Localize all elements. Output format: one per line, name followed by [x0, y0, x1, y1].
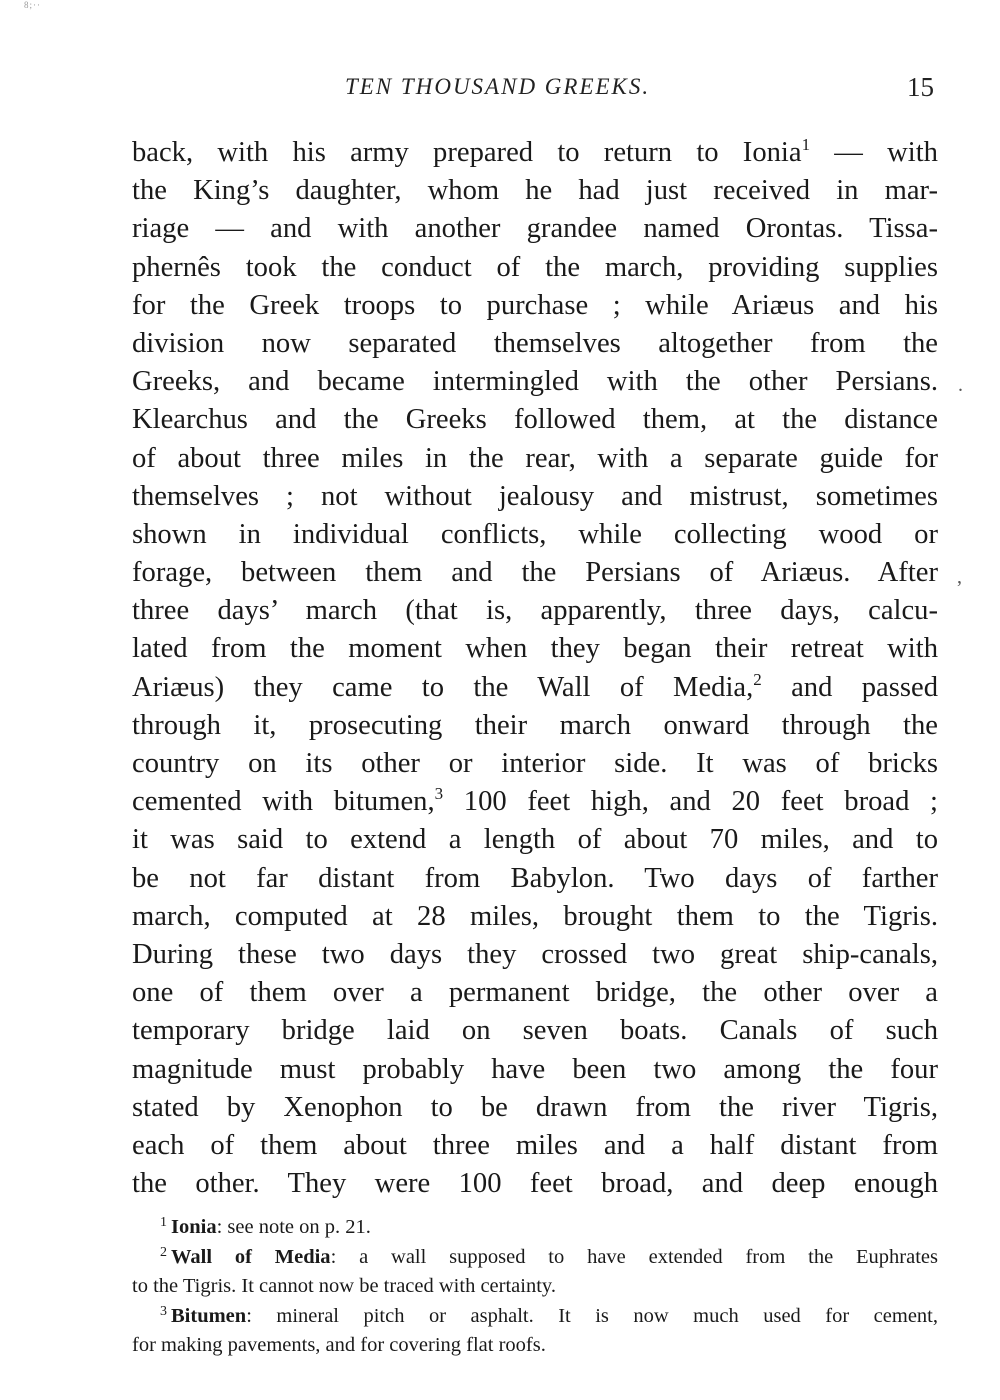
text-line: cemented with bitumen,$^3$ 100 feet high, and 20 feet broad ;	[132, 784, 938, 818]
footnote-term: Bitumen	[171, 1304, 247, 1327]
text-line: stated by Xenophon to be drawn from the river Tigris,	[132, 1091, 938, 1123]
text-line: lated from the moment when they began their retreat with	[132, 633, 938, 665]
footnote-term: Ionia	[171, 1216, 217, 1238]
footnote: $^1$ Ionia: see note on p. 21.	[160, 1215, 371, 1238]
footnote-continuation: to the Tigris. It cannot now be traced with certainty.	[132, 1275, 556, 1297]
footnote-number: 1	[160, 1215, 167, 1230]
text-line: be not far distant from Babylon. Two days of farther	[132, 862, 938, 894]
footnote-number: 2	[160, 1244, 167, 1260]
text-line: of about three miles in the rear, with a separate guide for	[132, 442, 938, 474]
body-text	[132, 134, 938, 1203]
footnote-ref: 2	[753, 669, 762, 689]
text-line: back, with his army prepared to return to Ionia$^1$ — with	[132, 135, 938, 168]
footnote-ref: 1	[801, 135, 811, 154]
text-line: the other. They were 100 feet broad, and deep enough	[132, 1168, 938, 1200]
text-line: three days’ march (that is, apparently, three days, calcu-	[132, 595, 938, 627]
text-line: for the Greek troops to purchase ; while Ariæus and his	[132, 289, 938, 321]
text-line: Ariæus) they came to the Wall of Media,$^2$ and passed	[132, 669, 938, 703]
text-line: magnitude must probably have been two among the four	[132, 1053, 938, 1085]
margin-dot: .	[958, 374, 963, 396]
text-line: temporary bridge laid on seven boats. Canals of such	[132, 1015, 938, 1047]
footnote: $^3$ Bitumen: mineral pitch or asphalt. It is now much used for cement,	[160, 1303, 938, 1327]
text-line: it was said to extend a length of about 70 miles, and to	[132, 824, 938, 856]
footnote-term: Wall of Media	[171, 1245, 331, 1268]
text-line: shown in individual conflicts, while collecting wood or	[132, 518, 938, 550]
margin-tick: ‚	[956, 566, 963, 588]
text-line: Klearchus and the Greeks followed them, at the distance	[132, 404, 938, 436]
text-line: themselves ; not without jealousy and mistrust, sometimes	[132, 480, 938, 512]
text-line: country on its other or interior side. It was of bricks	[132, 748, 938, 779]
text-line: march, computed at 28 miles, brought them to the Tigris.	[132, 900, 938, 932]
text-line: phernês took the conduct of the march, providing supplies	[132, 251, 938, 283]
footnote-continuation: for making pavements, and for covering flat roofs.	[132, 1334, 546, 1356]
text-line: through it, prosecuting their march onward through the	[132, 709, 938, 741]
page-number: 15	[907, 72, 934, 102]
text-line: one of them over a permanent bridge, the other over a	[132, 977, 938, 1009]
text-line: forage, between them and the Persians of Ariæus. After	[132, 557, 938, 589]
footnotes	[132, 1213, 938, 1361]
footnote-ref: 3	[434, 784, 444, 804]
footnote: $^2$ Wall of Media: a wall supposed to have extended from the Euphrates	[160, 1244, 938, 1268]
text-line: the King’s daughter, whom he had just received in mar-	[132, 175, 938, 207]
running-head	[0, 70, 1000, 110]
corner-mark: 8;··	[24, 0, 41, 10]
running-title: TEN THOUSAND GREEKS.	[345, 74, 651, 99]
text-line: each of them about three miles and a half distant from	[132, 1129, 938, 1161]
text-line: Greeks, and became intermingled with the other Persians.	[132, 366, 938, 398]
text-line: division now separated themselves altogether from the	[132, 327, 938, 359]
text-line: During these two days they crossed two great ship-canals,	[132, 938, 938, 970]
footnote-number: 3	[160, 1303, 167, 1319]
text-line: riage — and with another grandee named Orontas. Tissa-	[132, 213, 938, 245]
